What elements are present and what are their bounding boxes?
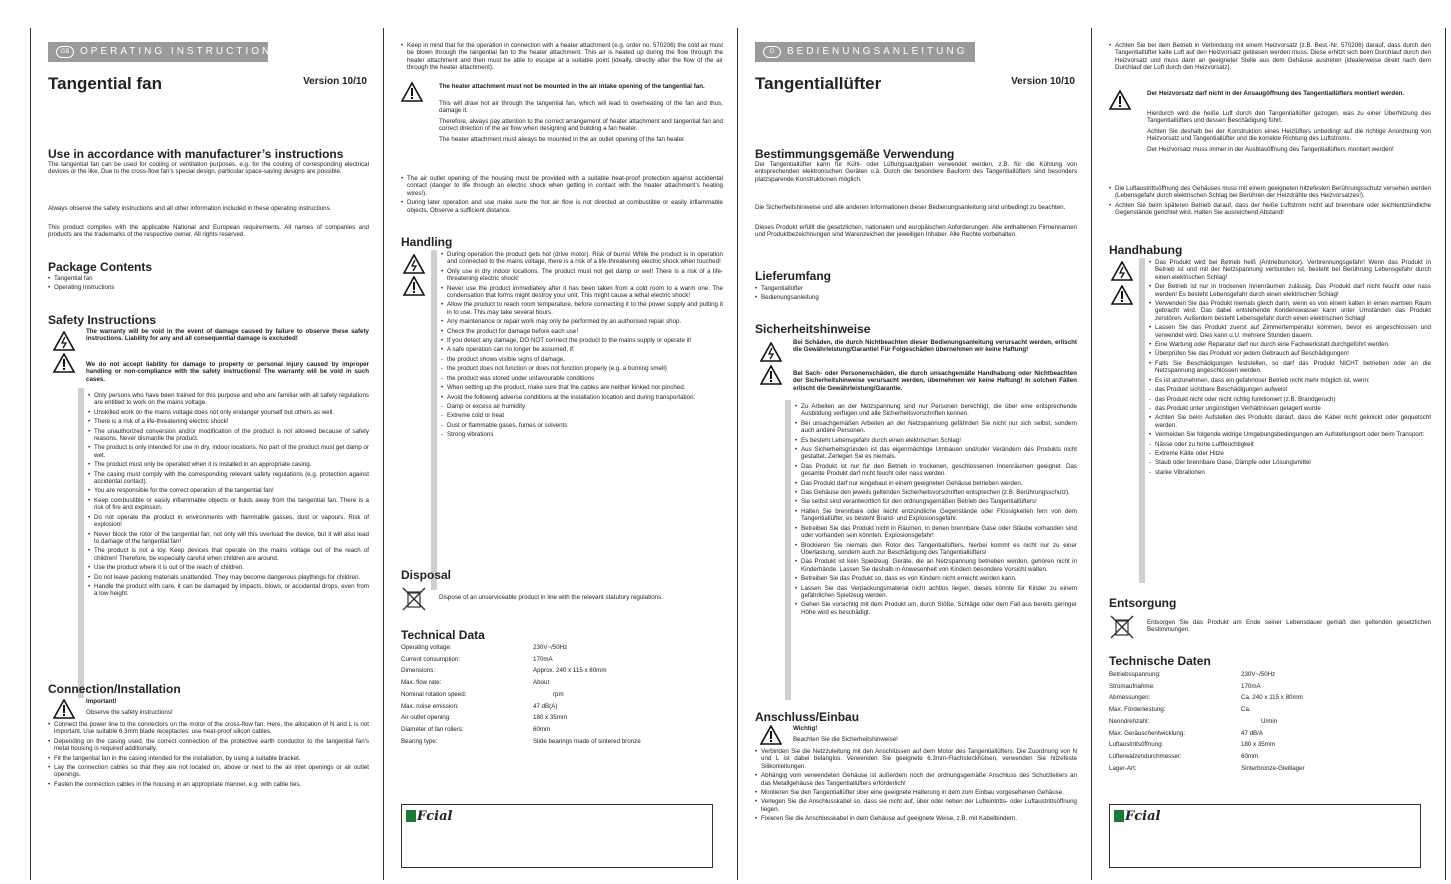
page-en-2 <box>384 28 738 880</box>
section-heading: Entsorgung <box>1109 596 1177 610</box>
heater-warning: The heater attachment must not be mounted in the air intake opening of the tangential fan. <box>439 83 705 90</box>
table-row <box>1109 763 1431 775</box>
list-item: • Das Produkt ist kein Spielzeug. Geräte, die an Netzspannung betrieben werden, gehören nicht in Kinderhände. Lassen Sie deshalb in Anwesenheit von Kindern besondere Vorsicht walten. <box>795 558 1077 573</box>
paragraph: Therefore, always pay attention to the correct arrangement of heater attachment and tangential fan and correct direction of the air flow when designing and building a fan heater. <box>439 117 723 133</box>
list-item: • Lassen Sie das Produkt zuerst auf Zimmertemperatur kommen, bevor es angeschlossen und verwendet wird. Dies kann u.U. mehrere Stunden dauern. <box>1149 324 1431 339</box>
tech-value: rpm <box>553 690 564 698</box>
table-row <box>401 712 723 724</box>
list-item: • Das Produkt wird bei Betrieb heiß (Antriebsmotor). Verbrennungsgefahr! Wenn das Produkt in Betrieb ist und mit der Netzspannung verbunden ist, besteht bei Berührung Lebensgefahr durch einen elektrischen Schlag! <box>1149 259 1431 281</box>
list-item: - the product was stored under unfavourable conditions <box>441 375 723 382</box>
warning-icon <box>760 725 782 745</box>
list-item: • Only use in dry indoor locations. The product must not get damp or wet! There is a risk of a life-threatening electric shock! <box>441 268 723 283</box>
table-row <box>401 736 723 748</box>
page-de-1 <box>738 28 1092 880</box>
section-heading: Safety Instructions <box>48 313 157 327</box>
electric-warning-icon <box>403 254 425 274</box>
logo-box <box>401 804 713 868</box>
paragraph: Always observe the safety instructions and all other information included in these operating instructions. <box>48 205 332 212</box>
table-row <box>401 665 723 677</box>
banner <box>48 42 282 62</box>
list-item: • The air outlet opening of the housing must be provided with a suitable heat-proof protection against accidental contact (danger to life through an electric shock when getting in contact with the heater attachment’s heating wires!). <box>401 175 723 197</box>
tech-label: Diameter of fan rollers: <box>401 725 464 733</box>
list-item: • Das Produkt ist nur für den Betrieb in trockenen, geschlossenen Innenräumen geeignet. Das gesamte Produkt darf nicht feucht oder nass werden. <box>795 463 1077 478</box>
section-heading: Bestimmungsgemäße Verwendung <box>755 147 955 161</box>
heater-list <box>401 175 723 216</box>
table-row <box>1109 692 1431 704</box>
list-item: • Lassen Sie das Verpackungsmaterial nicht achtlos liegen, dieses könnte für Kinder zu einem gefährlichen Spielzeug werden. <box>795 585 1077 600</box>
gray-margin-bar <box>431 250 437 590</box>
list-item: • The product is not a toy. Keep devices that operate on the mains voltage out of the reach of children! Therefore, be especially careful when children are around. <box>88 547 369 562</box>
list-item: • Allow the product to reach room temperature, before connecting it to the power supply and putting it in to use. This may take several hours. <box>441 301 723 316</box>
tech-label: Nominal rotation speed: <box>401 690 467 698</box>
disposal-text: Entsorgen Sie das Produkt am Ende seiner Lebensdauer gemäß den geltenden gesetzlichen Bestimmungen. <box>1147 619 1431 634</box>
list-item: - das Produkt sichtbare Beschädigungen aufweist <box>1149 386 1431 393</box>
important-label: Important! <box>86 698 117 705</box>
tech-value: 180 x 35mm <box>533 714 568 722</box>
heater-intro <box>1109 42 1431 74</box>
brand-logo <box>1114 809 1160 824</box>
list-item: - Damp or excess air humidity <box>441 403 723 410</box>
page-title: Tangentiallüfter <box>755 74 882 93</box>
tech-value: Sinterbronze-Gleitlager <box>1241 764 1305 772</box>
section-heading: Handling <box>401 235 453 249</box>
version-label: Version 10/10 <box>303 76 367 87</box>
safety-list <box>795 403 1077 618</box>
paragraph: This will draw hot air through the tangential fan, which will lead to overheating of the fan and thus, damage it. <box>439 100 723 115</box>
list-item: • Never use the product immediately after it has been taken from a cold room to a warm one. The condensation that forms might destroy your unit. This might cause a lethal electric shock! <box>441 285 723 300</box>
list-item: • Betreiben Sie das Produkt nicht in Räumen, in denen brennbare Gase oder Stäube vorhanden sind oder vorhanden sein könnten. Explosionsgefahr! <box>795 525 1077 540</box>
paragraph: Der Heizvorsatz muss immer in der Ausblasöffnung des Tangentiallüfters montiert werden! <box>1147 145 1394 153</box>
banner-text: BEDIENUNGSANLEITUNG <box>787 46 968 57</box>
language-badge: D <box>763 46 781 58</box>
tech-label: Dimensions: <box>401 667 436 675</box>
table-row <box>401 689 723 701</box>
list-item: • Keep combustible or easily inflammable objects or fluids away from the tangential fan. There is a risk of fire and explosion. <box>88 497 369 512</box>
list-item: • Any maintenance or repair work may only be performed by an authorised repair shop. <box>441 318 723 325</box>
tech-label: Nenndrehzahl: <box>1109 717 1150 725</box>
tech-value: Ca. 240 x 115 x 80mm <box>1241 694 1303 702</box>
list-item: - Strong vibrations <box>441 431 723 438</box>
table-row <box>401 677 723 689</box>
observe-note: Beachten Sie die Sicherheitshinweise! <box>793 736 898 743</box>
list-item: • Aus Sicherheitsgründen ist das eigenmächtige Umbauen und/oder Verändern des Produkts nicht gestattet. Zerlegen Sie es niemals. <box>795 446 1077 461</box>
paragraph: The heater attachment must always be mounted in the air outlet opening of the fan heater. <box>439 135 686 143</box>
brand-logo <box>406 809 452 824</box>
banner <box>755 42 975 62</box>
tech-value: 47 dB(A) <box>533 702 558 710</box>
section-heading: Technical Data <box>401 628 485 642</box>
tech-value: Slide bearings made of sintered bronze <box>533 737 641 745</box>
version-label: Version 10/10 <box>1011 76 1075 87</box>
logo-mark-icon <box>406 810 416 822</box>
list-item: • The product is only intended for use in dry, indoor locations. No part of the product must get damp or wet. <box>88 444 369 459</box>
list-item: • Betreiben Sie das Produkt so, dass es von Kindern nicht erreicht werden kann. <box>795 575 1077 582</box>
list-item: • Bedienungsanleitung <box>755 294 1077 301</box>
list-item: • Halten Sie brennbare oder leicht entzündliche Gegenstände oder Flüssigkeiten fern von dem Tangentiallüfter, es besteht Brand- und Explosionsgefahr. <box>795 508 1077 523</box>
list-item: • Avoid the following adverse conditions at the installation location and during transportation: <box>441 394 723 401</box>
section-heading: Package Contents <box>48 260 153 274</box>
list-item: • Operating Instructions <box>48 284 369 291</box>
tech-value: U/min <box>1261 717 1278 725</box>
warning-icon <box>403 276 425 296</box>
paragraph: Die Sicherheitshinweise und alle anderen Informationen dieser Bedienungsanleitung sind unbedingt zu beachten. <box>755 204 1066 211</box>
tech-label: Bearing type: <box>401 737 438 745</box>
tech-value: 60mm <box>1241 752 1259 760</box>
list-item: • Falls Sie Beschädigungen feststellen, so darf das Produkt NICHT betrieben oder an die Netzspannung angeschlossen werden. <box>1149 360 1431 375</box>
tech-value: About <box>533 679 550 687</box>
list-item: • Es ist anzunehmen, dass ein gefahrloser Betrieb nicht mehr möglich ist, wenn: <box>1149 377 1431 384</box>
tech-label: Max. Förderleistung: <box>1109 706 1166 714</box>
tech-value: Ca. <box>1241 706 1251 714</box>
list-item: • The unauthorized conversion and/or modification of the product is not allowed because of safety reasons. Never dismantle the product. <box>88 428 369 443</box>
list-item: • Achten Sie beim Aufstellen des Produkts darauf, dass die Kabel nicht geknickt oder gequetscht werden. <box>1149 414 1431 429</box>
list-item: • Handle the product with care, it can be damaged by impacts, blows, or accidental drops, even from a low height. <box>88 583 369 598</box>
tech-value: 170mA <box>1241 682 1261 690</box>
section-heading: Sicherheitshinweise <box>755 322 871 336</box>
warning-icon <box>1109 90 1131 110</box>
paragraph: Hierdurch wird die heiße Luft durch den Tangentiallüfter gezogen, was zu einer Überhitzung des Tangentiallüfters und dessen Beschädigung führt. <box>1147 110 1431 125</box>
crossed-bin-icon <box>401 586 427 612</box>
table-row <box>1109 728 1431 740</box>
section-heading: Handhabung <box>1109 243 1183 257</box>
warning-icon <box>53 353 75 373</box>
table-row <box>1109 751 1431 763</box>
list-item: • Das Produkt darf nur eingebaut in einem geeigneten Gehäuse betrieben werden. <box>795 480 1077 487</box>
section-heading: Connection/Installation <box>48 682 181 696</box>
package-list <box>48 275 369 294</box>
crossed-bin-icon <box>1109 614 1135 640</box>
list-item: • Do not leave packing materials unattended. They may become dangerous playthings for children. <box>88 574 369 581</box>
tech-label: Max. Geräuschentwicklung: <box>1109 729 1186 737</box>
liability-notice: We do not accept liability for damage to property or personal injury caused by improper handling or non-compliance with the safety instructions! The warranty will be void in such cases. <box>86 361 369 383</box>
page-en-1 <box>30 28 384 880</box>
list-item: • Verwenden Sie das Produkt niemals gleich dann, wenn es von einem kalten in einen warmen Raum gebracht wird. Das dabei entstehende Kondenswasser kann unter Umständen das Produkt zerstören. Außerdem besteht Lebensgefahr durch einen elektrischen Schlag! <box>1149 300 1431 322</box>
warranty-notice: Bei Schäden, die durch Nichtbeachten dieser Bedienungsanleitung verursacht werden, erlischt die Gewährleistung/Garantie! Für Folgeschäden übernehmen wir keine Haftung! <box>793 339 1077 354</box>
logo-mark-icon <box>1114 810 1124 822</box>
logo-text: Fcial <box>1125 809 1161 824</box>
gray-margin-bar <box>1139 258 1145 583</box>
heater-list <box>1109 185 1431 219</box>
warning-icon <box>401 82 423 102</box>
list-item: - Nässe oder zu hohe Luftfeuchtigkeit <box>1149 441 1431 448</box>
list-item: • Es besteht Lebensgefahr durch einen elektrischen Schlag! <box>795 437 1077 444</box>
list-item: • Achten Sie bei dem Betrieb in Verbindung mit einem Heizvorsatz (z.B. Best.-Nr. 570206) darauf, dass durch den Tangentiallüfter kalte Luft auf den Heizvorsatz geblasen werden muss. Diese erhitzt sich beim Durchlauf durch den Heizvorsatz und muss dann an geeigneter Stelle aus dem Gehäuse austreten (idealerweise direkt nach dem Durchlauf der Luft durch den Heizvorsatz). <box>1109 42 1431 72</box>
list-item: • Verbinden Sie die Netzzuleitung mit den Anschlüssen auf dem Motor des Tangentiallüfters. Die Zuordnung von N und L ist dabei belanglos. Verwenden Sie geeignete 6.3mm-Flachsteckhülsen, verwenden Sie hitzefeste Silikonleitungen. <box>755 748 1077 770</box>
list-item: • Keep in mind that for the operation in connection with a heater attachment (e.g. order no. 570206) the cold air must be blown through the tangential fan to the heater attachment. This air is heated up during the flow through the heater attachment and then must be able to escape at a suitable point (ideally, directly after the flow of the air through the heater attachment). <box>401 42 723 72</box>
table-row <box>401 701 723 713</box>
logo-box <box>1109 804 1421 868</box>
connection-list <box>48 721 369 790</box>
tech-value: Approx. 240 x 115 x 80mm <box>533 667 607 675</box>
list-item: • Vermeiden Sie folgende widrige Umgebungsbedingungen am Aufstellungsort oder beim Transport: <box>1149 431 1431 438</box>
list-item: • You are responsible for the correct operation of the tangential fan! <box>88 487 369 494</box>
list-item: - the product shows visible signs of damage, <box>441 356 723 363</box>
list-item: • Die Luftaustrittsöffnung des Gehäuses muss mit einem geeigneten hitzefesten Berührungsschutz versehen werden (Lebensgefahr durch elektrischen Schlag bei Berühren der Heizdrähte des Heizvorsatzes!). <box>1109 185 1431 200</box>
list-item: • Überprüfen Sie das Produkt vor jedem Gebrauch auf Beschädigungen! <box>1149 350 1431 357</box>
table-row <box>1109 681 1431 693</box>
tech-label: Lager-Art: <box>1109 764 1137 772</box>
gray-margin-bar <box>785 400 791 700</box>
list-item: • During later operation and use make sure the hot air flow is not directed at combustible or easily inflammable objects. Observe a sufficient distance. <box>401 199 723 214</box>
list-item: • Never block the rotor of the tangential fan; not only will this overload the device, but it will also lead to damage of the tangential fan! <box>88 531 369 546</box>
list-item: • Abhängig vom verwendeten Gehäuse ist außerdem noch der ordnungsgemäße Anschluss des Schutzleiters an das Metallgehäuse des Tangentiallüfters erforderlich! <box>755 772 1077 787</box>
tech-label: Operating voltage: <box>401 644 452 651</box>
table-row <box>1109 739 1431 751</box>
tech-label: Abmessungen: <box>1109 694 1151 702</box>
list-item: • Fit the tangential fan in the casing intended for the installation, by using a suitable bracket. <box>48 755 369 762</box>
tech-label: Stromaufnahme: <box>1109 682 1155 690</box>
list-item: - Extreme cold or heat <box>441 412 723 419</box>
warning-icon <box>53 699 75 719</box>
disposal-text: Dispose of an unserviceable product in line with the relevant statutory regulations. <box>439 594 663 601</box>
heater-notes <box>1147 110 1431 153</box>
tech-label: Air outlet opening: <box>401 714 451 722</box>
paragraph: Dieses Produkt erfüllt die gesetzlichen, nationalen und europäischen Anforderungen. Alle enthaltenen Firmennamen und Produktbezeichnungen sind Warenzeichen der jeweiligen Inhaber. Alle Rechte vorbehalten. <box>755 224 1077 239</box>
tech-table <box>1109 669 1431 774</box>
list-item: • Montieren Sie den Tangentiallüfter über eine geeignete Halterung in dem zum Einbau vorgesehenen Gehäuse. <box>755 789 1077 796</box>
tech-value: 230V~/50Hz <box>533 644 568 651</box>
heater-intro <box>401 42 723 74</box>
tech-label: Current consumption: <box>401 655 461 663</box>
list-item: • Depending on the casing used, the correct connection of the protective earth conductor to the tangential fan’s metal housing is required additionally. <box>48 738 369 753</box>
list-item: • Only persons who have been trained for this purpose and who are familiar with all safety regulations are entitled to work on the mains voltage. <box>88 392 369 407</box>
list-item: • Das Gehäuse den jeweils geltenden Sicherheitsvorschriften entsprechen (z.B. Berührungsschutz). <box>795 489 1077 496</box>
paragraph: Achten Sie deshalb bei der Konstruktion eines Heizlüfters unbedingt auf die richtige Anordnung von Heizvorsatz und Tangentiallüfter und die korrekte Richtung des Luftstroms. <box>1147 127 1431 143</box>
list-item: • Verlegen Sie die Anschlusskabel so, dass sie nicht auf, über oder neben der Lufteintritts- oder Luftaustrittsöffnung liegen. <box>755 798 1077 813</box>
table-row <box>1109 704 1431 716</box>
list-item: - starke Vibrationen <box>1149 469 1431 476</box>
list-item: • Check the product for damage before each use! <box>441 328 723 335</box>
electric-warning-icon <box>760 342 782 362</box>
list-item: • Eine Wartung oder Reparatur darf nur durch eine Fachwerkstatt durchgeführt werden. <box>1149 341 1431 348</box>
warning-icon <box>760 365 782 385</box>
warranty-notice: The warranty will be void in the event of damage caused by failure to observe these safety instructions. Liability for any and all consequential damage is excluded! <box>86 328 369 343</box>
section-heading: Lieferumfang <box>755 269 832 283</box>
tech-label: Betriebsspannung: <box>1109 671 1161 678</box>
list-item: • The casing must comply with the corresponding relevant safety regulations (e.g. protection against accidental contact). <box>88 471 369 486</box>
tech-label: Luftaustrittsöffnung: <box>1109 741 1164 749</box>
tech-value: 180 x 35mm <box>1241 741 1276 749</box>
paragraph: This product complies with the applicable National and European requirements. All names of companies and products are the trademarks of the respective owner. All rights reserved. <box>48 224 369 239</box>
list-item: • There is a risk of a life-threatening electric shock! <box>88 418 369 425</box>
list-item: • Fixieren Sie die Anschlusskabel in dem Gehäuse auf geeignete Weise, z.B. mit Kabelbindern. <box>755 815 1077 822</box>
list-item: • Fasten the connection cables in the housing in an appropriate manner, e.g. with cable ties. <box>48 781 369 788</box>
heater-warning: Der Heizvorsatz darf nicht in der Ansaugöffnung des Tangentiallüfters montiert werden. <box>1147 90 1405 97</box>
section-heading: Use in accordance with manufacturer’s instructions <box>48 147 344 161</box>
paragraph: The tangential fan can be used for cooling or ventilation purposes, e.g. for the cooling of corresponding electrical devices or the like. Due to the cross-flow fan’s special design, particular space-saving designs are possible. <box>48 161 369 176</box>
tech-table <box>401 642 723 747</box>
handling-list <box>1149 259 1431 478</box>
list-item: - the product does not function or does not function properly (e.g. a burning smell) <box>441 365 723 372</box>
electric-warning-icon <box>1111 261 1133 281</box>
section-heading: Technische Daten <box>1109 654 1211 668</box>
package-list <box>755 285 1077 304</box>
list-item: • Achten Sie beim späteren Betrieb darauf, dass der heiße Luftstrom nicht auf brennbare oder leichtentzündliche Gegenstände gerichtet wird. Halten Sie ausreichend Abstand! <box>1109 202 1431 217</box>
handling-list <box>441 251 723 441</box>
liability-notice: Bei Sach- oder Personenschäden, die durch unsachgemäße Handhabung oder Nichtbeachten der Sicherheitshinweise verursacht werden, übernehmen wir keine Haftung! In solchen Fällen erlischt die Gewährleistung/Garantie. <box>793 370 1077 392</box>
list-item: - das Produkt unter ungünstigen Verhältnissen gelagert wurde <box>1149 405 1431 412</box>
list-item: • Connect the power line to the connectors on the motor of the cross-flow fan. Here, the allocation of N and L is not important. Use suitable 6.3mm blade receptacles; use heat-proof silicon cables. <box>48 721 369 736</box>
tech-value: 170mA <box>533 655 553 663</box>
connection-list <box>755 748 1077 825</box>
list-item: • Gehen Sie vorsichtig mit dem Produkt um, durch Stöße, Schläge oder dem Fall aus bereits geringer Höhe wird es beschädigt. <box>795 601 1077 616</box>
warning-icon <box>1111 285 1133 305</box>
tech-label: Max. flow rate: <box>401 679 442 687</box>
page-title: Tangential fan <box>48 74 162 93</box>
paragraph: Der Tangentiallüfter kann für Kühl- oder Lüftungsaufgaben verwendet werden, z.B. für die Kühlung von entsprechenden elektronischen Geräten o.ä. Durch die besondere Bauform des Tangentiallüfters sind besonders platzsparende Konstruktionen möglich. <box>755 161 1077 183</box>
list-item: • A safe operation can no longer be assumed, if: <box>441 346 723 353</box>
table-row <box>401 654 723 666</box>
list-item: - das Produkt nicht oder nicht richtig funktioniert (z.B. Brandgeruch) <box>1149 396 1431 403</box>
electric-warning-icon <box>53 331 75 351</box>
table-row <box>1109 669 1431 681</box>
list-item: • Tangential fan <box>48 275 369 282</box>
list-item: • Do not operate the product in environments with flammable gasses, dust or vapours. Risk of explosion! <box>88 514 369 529</box>
important-label: Wichtig! <box>793 725 818 732</box>
gray-margin-bar <box>78 388 84 698</box>
tech-value: 47 dB/A <box>1241 729 1264 737</box>
list-item: • Unskilled work on the mains voltage does not only endanger yourself but others as well. <box>88 409 369 416</box>
section-heading: Anschluss/Einbau <box>755 710 860 724</box>
tech-value: 230V~/50Hz <box>1241 671 1276 678</box>
safety-list <box>88 392 369 600</box>
table-row <box>401 642 723 654</box>
logo-text: Fcial <box>417 809 453 824</box>
observe-note: Observe the safety instructions! <box>86 709 173 716</box>
list-item: • Blockieren Sie niemals den Rotor des Tangentiallüfters, hierbei kommt es nicht nur zu einer Überlastung, sondern auch zur Beschädigung des Tangentiallüfters! <box>795 542 1077 557</box>
list-item: • Der Betrieb ist nur in trockenen Innenräumen zulässig. Das Produkt darf nicht feucht oder nass werden! Es besteht Lebensgefahr durch einen elektrischen Schlag! <box>1149 283 1431 298</box>
tech-value: 60mm <box>533 725 551 733</box>
list-item: • When setting up the product, make sure that the cables are neither kinked nor pinched. <box>441 384 723 391</box>
page-de-2 <box>1092 28 1446 880</box>
list-item: - Extreme Kälte oder Hitze <box>1149 450 1431 457</box>
language-badge: GB <box>56 46 74 58</box>
list-item: • Zu Arbeiten an der Netzspannung sind nur Personen berechtigt, die über eine entsprechende Ausbildung verfügen und alle Sicherheitsvorschriften kennen. <box>795 403 1077 418</box>
tech-label: Lüfterwalzendurchmesser: <box>1109 752 1182 760</box>
table-row <box>1109 716 1431 728</box>
banner-text: OPERATING INSTRUCTIONS <box>80 46 282 57</box>
list-item: - Dust or flammable gases, fumes or solvents <box>441 422 723 429</box>
list-item: • The product must only be operated when it is installed in an appropriate casing. <box>88 461 369 468</box>
list-item: • Use the product where it is out of the reach of children. <box>88 564 369 571</box>
list-item: - Staub oder brennbare Gase, Dämpfe oder Lösungsmittel <box>1149 459 1431 466</box>
list-item: • If you detect any damage, DO NOT connect the product to the mains supply or operate it! <box>441 337 723 344</box>
table-row <box>401 724 723 736</box>
heater-notes <box>439 100 723 143</box>
tech-label: Max. noise emission: <box>401 702 459 710</box>
list-item: • Sie selbst sind verantwortlich für den ordnungsgemäßen Betrieb des Tangentiallüfters! <box>795 498 1077 505</box>
list-item: • Tangentiallüfter <box>755 285 1077 292</box>
section-heading: Disposal <box>401 568 452 582</box>
list-item: • Bei unsachgemäßen Arbeiten an der Netzspannung gefährden Sie nicht nur sich selbst, sondern auch andere Personen. <box>795 420 1077 435</box>
list-item: • During operation the product gets hot (drive motor). Risk of burns! While the product is in operation and connected to the mains voltage, there is a risk of a life-threatening electric shock when touched! <box>441 251 723 266</box>
list-item: • Lay the connection cables so that they are not located on, above or next to the air inlet openings or air outlet openings. <box>48 764 369 779</box>
